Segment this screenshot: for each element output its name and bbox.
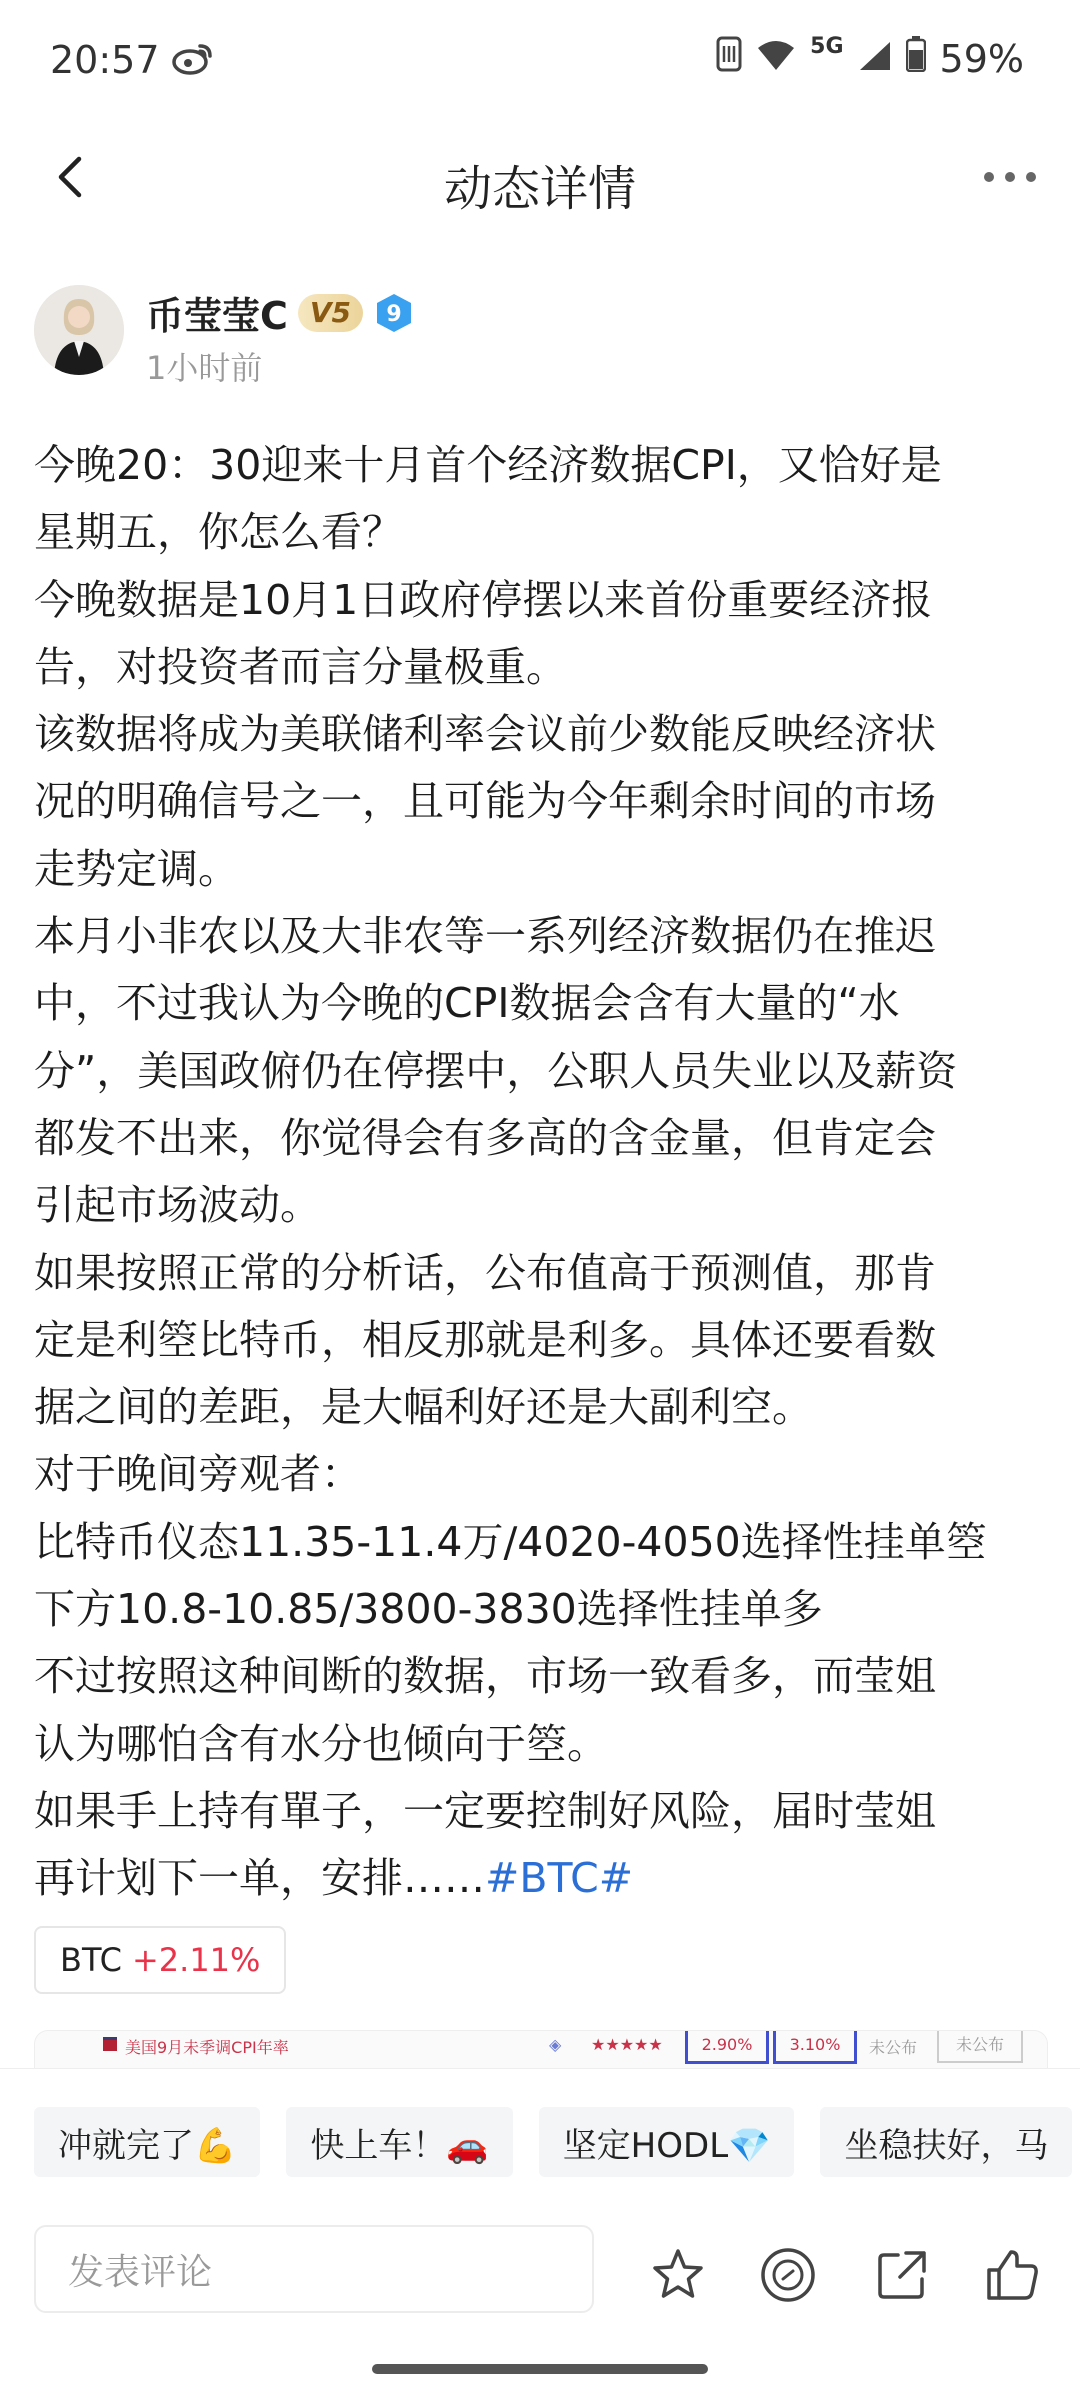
level-badge bbox=[373, 292, 415, 334]
vip-badge: V5 bbox=[298, 294, 363, 332]
author-info bbox=[34, 285, 1044, 385]
quick-replies bbox=[34, 2107, 1072, 2177]
preview-title: 美国9月未季调CPI年率 bbox=[125, 2038, 289, 2057]
wifi-icon bbox=[756, 37, 796, 81]
more-button[interactable] bbox=[970, 142, 1050, 212]
home-indicator[interactable] bbox=[372, 2364, 708, 2374]
preview-prev-value: 2.90% bbox=[685, 2031, 769, 2064]
app-header bbox=[0, 120, 1080, 238]
share-icon bbox=[874, 2247, 930, 2303]
post-line: 告，对投资者而言分量极重。 bbox=[34, 642, 567, 691]
bottom-panel bbox=[0, 2068, 1080, 2401]
post-line: 星期五，你怎么看？ bbox=[34, 508, 403, 557]
post-line: 定是利箜比特币，相反那就是利多。具体还要看数 bbox=[34, 1315, 936, 1364]
quick-reply-chip[interactable]: 冲就完了💪 bbox=[34, 2107, 260, 2177]
reward-button[interactable] bbox=[758, 2245, 818, 2305]
preview-actual-box: 未公布 bbox=[937, 2031, 1023, 2063]
post-line: 比特币仪态11.35-11.4万/4020-4050选择性挂单箜 bbox=[34, 1517, 987, 1566]
author-name[interactable]: 币莹莹C bbox=[146, 294, 288, 338]
author-name-row bbox=[146, 285, 415, 340]
post-image-preview[interactable] bbox=[34, 2030, 1048, 2069]
post-line: 引起市场波动。 bbox=[34, 1181, 321, 1230]
post-line: 中，不过我认为今晚的CPI数据会含有大量的“水 bbox=[34, 979, 900, 1028]
coin-change: +2.11% bbox=[131, 1941, 261, 1979]
post-line: 本月小非农以及大非农等一系列经济数据仍在推迟 bbox=[34, 912, 936, 961]
preview-row bbox=[35, 2037, 1047, 2065]
comment-placeholder: 发表评论 bbox=[68, 2251, 213, 2293]
weibo-icon bbox=[172, 40, 214, 80]
favorite-button[interactable] bbox=[648, 2245, 708, 2305]
post-content bbox=[34, 432, 1044, 1913]
post-line: 认为哪怕含有水分也倾向于箜。 bbox=[34, 1719, 608, 1768]
quick-reply-chip[interactable]: 坐稳扶好，马 bbox=[820, 2107, 1072, 2177]
network-label: 5G bbox=[810, 34, 844, 59]
avatar[interactable] bbox=[34, 285, 124, 375]
post-line: 都发不出来，你觉得会有多高的含金量，但肯定会 bbox=[34, 1113, 936, 1162]
quick-reply-chip[interactable]: 快上车！🚗 bbox=[286, 2107, 512, 2177]
status-time: 20:57 bbox=[50, 38, 160, 82]
hashtag-link[interactable]: #BTC# bbox=[485, 1854, 634, 1903]
coin-name: BTC bbox=[60, 1941, 122, 1979]
signal-icon bbox=[858, 37, 892, 81]
status-icons bbox=[716, 36, 1024, 81]
post-line: 如果手上持有單子，一定要控制好风险，届时莹姐 bbox=[34, 1786, 936, 1835]
post-line: 今晚数据是10月1日政府停摆以来首份重要经济报 bbox=[34, 575, 933, 624]
info-icon: ◈ bbox=[549, 2035, 562, 2054]
coin-tag[interactable] bbox=[34, 1926, 286, 1994]
importance-stars: ★★★★★ bbox=[591, 2035, 663, 2054]
preview-forecast-value: 3.10% bbox=[773, 2031, 857, 2064]
coin-reward-icon bbox=[759, 2246, 817, 2304]
page-title: 动态详情 bbox=[443, 161, 636, 217]
more-dots-icon bbox=[982, 170, 1038, 184]
battery-icon bbox=[906, 36, 926, 81]
comment-input[interactable] bbox=[34, 2225, 594, 2313]
like-button[interactable] bbox=[982, 2245, 1042, 2305]
level-number: 9 bbox=[386, 301, 402, 327]
quick-reply-chip[interactable]: 坚定HODL💎 bbox=[539, 2107, 795, 2177]
post-line: 分”，美国政俯仍在停摆中，公职人员失业以及薪资 bbox=[34, 1046, 958, 1095]
post-line-text: 再计划下一单，安排…… bbox=[34, 1854, 485, 1903]
preview-actual: 未公布 bbox=[869, 2038, 918, 2057]
post-line: 对于晚间旁观者： bbox=[34, 1450, 362, 1499]
us-flag-icon bbox=[103, 2037, 117, 2051]
post-line: 走势定调。 bbox=[34, 844, 239, 893]
post-line: 如果按照正常的分析话，公布值高于预测值，那肯 bbox=[34, 1248, 936, 1297]
battery-percent: 59% bbox=[939, 36, 1024, 81]
post-line: 况的明确信号之一，且可能为今年剩余时间的市场 bbox=[34, 777, 936, 826]
star-icon bbox=[650, 2247, 706, 2303]
post-line-last bbox=[34, 1845, 1044, 1912]
post-line: 今晚20：30迎来十月首个经济数据CPI，又恰好是 bbox=[34, 441, 942, 489]
post-time: 1小时前 bbox=[146, 349, 263, 387]
post-line: 据之间的差距，是大幅利好还是大副利空。 bbox=[34, 1383, 813, 1432]
share-button[interactable] bbox=[872, 2245, 932, 2305]
post-line: 该数据将成为美联储利率会议前少数能反映经济状 bbox=[34, 710, 936, 759]
status-bar bbox=[0, 0, 1080, 120]
post-line: 下方10.8-10.85/3800-3830选择性挂单多 bbox=[34, 1585, 823, 1634]
post-line: 不过按照这种间断的数据，市场一致看多，而莹姐 bbox=[34, 1652, 936, 1701]
like-icon bbox=[983, 2246, 1041, 2304]
nfc-icon bbox=[716, 36, 742, 81]
